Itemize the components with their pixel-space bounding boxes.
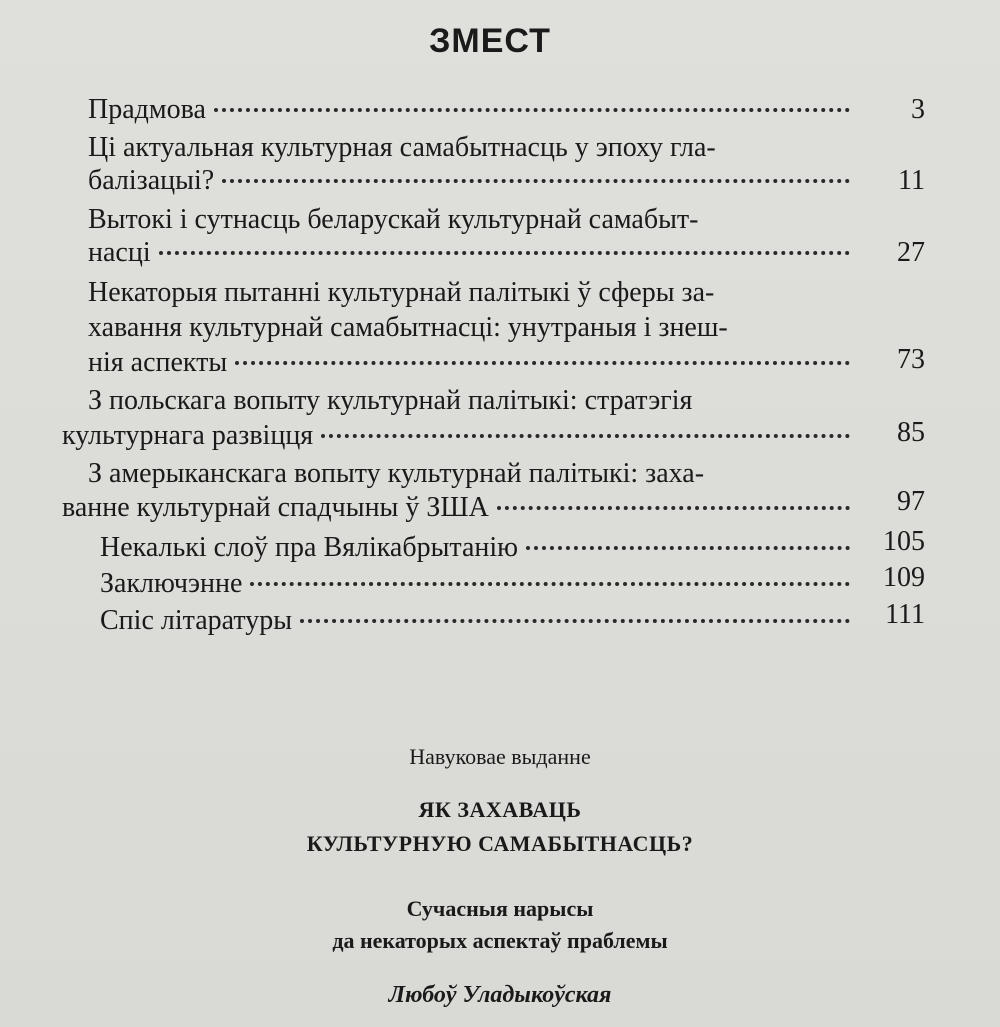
toc-page-number: 109 [883, 562, 925, 593]
toc-entry-text: культурнага развіцця [62, 420, 314, 451]
toc-page-number: 111 [885, 599, 925, 630]
toc-page-number: 85 [897, 417, 925, 448]
toc-page-number: 73 [897, 344, 925, 375]
toc-entry-text: ванне культурнай спадчыны ў ЗША [62, 492, 489, 523]
author-name: Любоў Уладыкоўская [388, 982, 612, 1008]
toc-entry-text: З амерыканскага вопыту культурнай палітыкі: заха- [88, 458, 705, 489]
toc-entry [62, 418, 858, 454]
toc-page-number: 27 [897, 237, 925, 268]
toc-entry [100, 566, 858, 602]
toc-entry [88, 235, 858, 271]
book-title-line-2: КУЛЬТУРНУЮ САМАБЫТНАСЦЬ? [306, 831, 694, 856]
toc-entry-text: Спіс літаратуры [100, 605, 293, 636]
toc-entry-text: Некалькі слоў пра Вялікабрытанію [100, 532, 519, 563]
dot-leader [159, 251, 850, 255]
toc-page-number: 11 [898, 165, 925, 196]
dot-leader [526, 546, 850, 550]
toc-title: ЗМЕСТ [429, 22, 551, 60]
toc-entry [88, 163, 858, 199]
dot-leader [250, 582, 850, 586]
dot-leader [321, 434, 850, 438]
toc-entry-text: Заключэнне [100, 568, 243, 599]
dot-leader [300, 619, 850, 623]
toc-entry-text: насці [88, 237, 151, 268]
book-subtitle-line-1: Сучасныя нарысы [406, 896, 594, 921]
dot-leader [235, 361, 850, 365]
toc-entry-text: Ці актуальная культурная самабытнасць у эпоху гла- [88, 132, 716, 163]
publication-type: Навуковае выданне [409, 744, 591, 769]
dot-leader [222, 179, 850, 183]
toc-entry-text: Вытокі і сутнасць беларускай культурнай самабыт- [88, 204, 699, 235]
toc-entry-text: Прадмова [88, 94, 206, 125]
toc-page-number: 3 [911, 94, 925, 125]
toc-entry-text: хавання культурнай самабытнасці: унутраныя і знеш- [88, 312, 728, 343]
toc-entry [88, 92, 858, 128]
dot-leader [497, 506, 850, 510]
book-subtitle-line-2: да некаторых аспектаў праблемы [332, 928, 668, 953]
book-title-line-1: ЯК ЗАХАВАЦЬ [418, 797, 582, 822]
toc-entry-text: З польскага вопыту культурнай палітыкі: стратэгія [88, 385, 693, 416]
toc-page-number: 105 [883, 526, 925, 557]
toc-page-number: 97 [897, 486, 925, 517]
toc-entry-text: Некаторыя пытанні культурнай палітыкі ў сферы за- [88, 277, 715, 308]
toc-entry [62, 490, 858, 526]
toc-entry [100, 530, 858, 566]
toc-entry-text: нія аспекты [88, 347, 228, 378]
toc-entry [88, 345, 858, 381]
dot-leader [214, 108, 850, 112]
toc-entry [100, 603, 858, 639]
toc-entry-text: балізацыі? [88, 165, 215, 196]
